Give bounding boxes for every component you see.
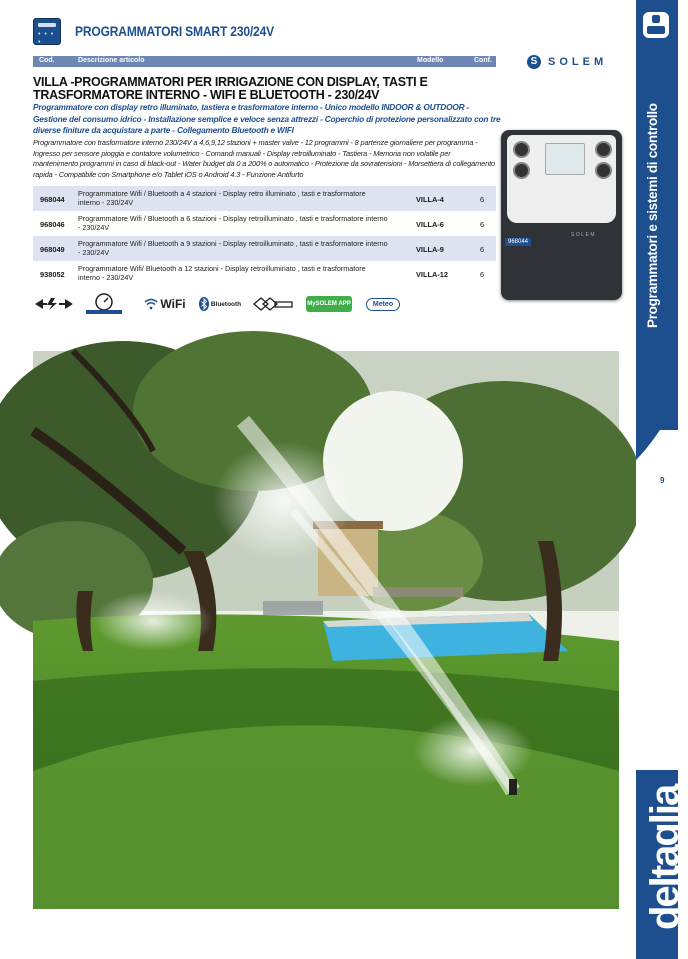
col-modello: Modello [417, 57, 444, 64]
row-description: Programmatore Wifi / Bluetooth a 9 stazioni - Display retroilluminato , tasti e trasformatore interno - 230/24V [78, 239, 388, 257]
table-row [33, 186, 496, 211]
wifi-icon [143, 292, 187, 316]
col-cod: Cod. [39, 57, 55, 64]
sidebar-curve [636, 400, 678, 460]
row-model: VILLA-12 [416, 270, 449, 279]
row-model: VILLA-6 [416, 220, 444, 229]
table-row [33, 236, 496, 261]
row-code: 968044 [40, 195, 65, 204]
row-model: VILLA-4 [416, 195, 444, 204]
row-code: 938052 [40, 270, 65, 279]
device-code-tag: 968044 [505, 238, 531, 246]
deltaglia-logo: deltaglia [643, 785, 687, 930]
bluetooth-label: Bluetooth [210, 300, 242, 308]
solem-wordmark: SOLEM [548, 56, 608, 68]
row-description: Programmatore Wifi/ Bluetooth a 12 stazioni - Display retroilluminato , tasti e trasformatore interno - 230/24V [78, 264, 366, 282]
page-title: PROGRAMMATORI SMART 230/24V [75, 23, 274, 39]
product-highlights: Programmatore con display retro illuminato, tastiera e trasformatore interno - Unico modello INDOOR & OUTDOOR - Gestione del consumo idrico - Installazione semplice e veloce senza attrezzi - Coperchio di protezione personalizzato con tre diverse finiture da acquistare a parte - Collegamento Bluetooth e WIFI [33, 102, 501, 136]
antitheft-icon [251, 292, 295, 316]
row-conf: 6 [480, 195, 485, 204]
row-description: Programmatore Wifi / Bluetooth a 6 stazioni - Display retroilluminato , tasti e trasformatore interno - 230/24V [78, 214, 388, 232]
row-code: 968049 [40, 245, 65, 254]
mysolem-app-icon [305, 292, 353, 316]
product-title: VILLA -PROGRAMMATORI PER IRRIGAZIONE CON DISPLAY, TASTI E TRASFORMATORE INTERNO - WIFI E BLUETOOTH - 230/24V [33, 75, 428, 102]
table-header [33, 56, 496, 67]
solem-mark-icon: S [527, 55, 541, 69]
water-meter-icon [85, 292, 123, 316]
row-conf: 6 [480, 220, 485, 229]
row-conf: 6 [480, 270, 485, 279]
device-brand: SOLEM [571, 232, 597, 238]
table-row [33, 261, 496, 286]
meteo-label: Meteo [366, 298, 400, 311]
meteo-icon [361, 292, 405, 316]
controller-product-image [501, 130, 622, 300]
power-transformer-icon [33, 292, 75, 316]
col-conf: Conf. [474, 57, 492, 64]
row-code: 968046 [40, 220, 65, 229]
bluetooth-icon [195, 292, 245, 316]
row-conf: 6 [480, 245, 485, 254]
product-description: Programmatore con trasformatore interno 230/24V a 4,6,9,12 stazioni + master valve - 12 programmi - 8 partenze giornaliere per programma - Ingresso per sensore pioggia e contatore volumetrico - Comandi manuali - Display retroilluminato - Tastiera - Memoria non volatile per mantenimento programmi in caso di black-out - Water budget da 0 a 200% o automatico - Protezione da sovratensioni - Morsettiera di collegamento rapida - Compatibile con Smartphone e/o Tablet iOS o Android 4.3 - Funzione Antifurto [33, 138, 495, 179]
row-description: Programmatore Wifi / Bluetooth a 4 stazioni - Display retro illuminato , tasti e trasformatore interno - 230/24V [78, 189, 366, 207]
product-table [33, 186, 496, 286]
category-icon: • • • • [33, 18, 61, 45]
garden-sprinkler-photo [33, 351, 619, 909]
sidebar-section-title: Programmatori e sistemi di controllo [645, 103, 660, 328]
app-label: MySOLEM APP [306, 296, 352, 312]
col-descrizione: Descrizione articolo [78, 57, 145, 64]
page-number: 9 [660, 476, 665, 485]
solem-logo [527, 54, 607, 70]
table-row [33, 211, 496, 236]
row-model: VILLA-9 [416, 245, 444, 254]
feature-icons [33, 292, 413, 316]
sidebar-category-icon [643, 12, 669, 38]
wifi-label: WiFi [160, 297, 186, 311]
